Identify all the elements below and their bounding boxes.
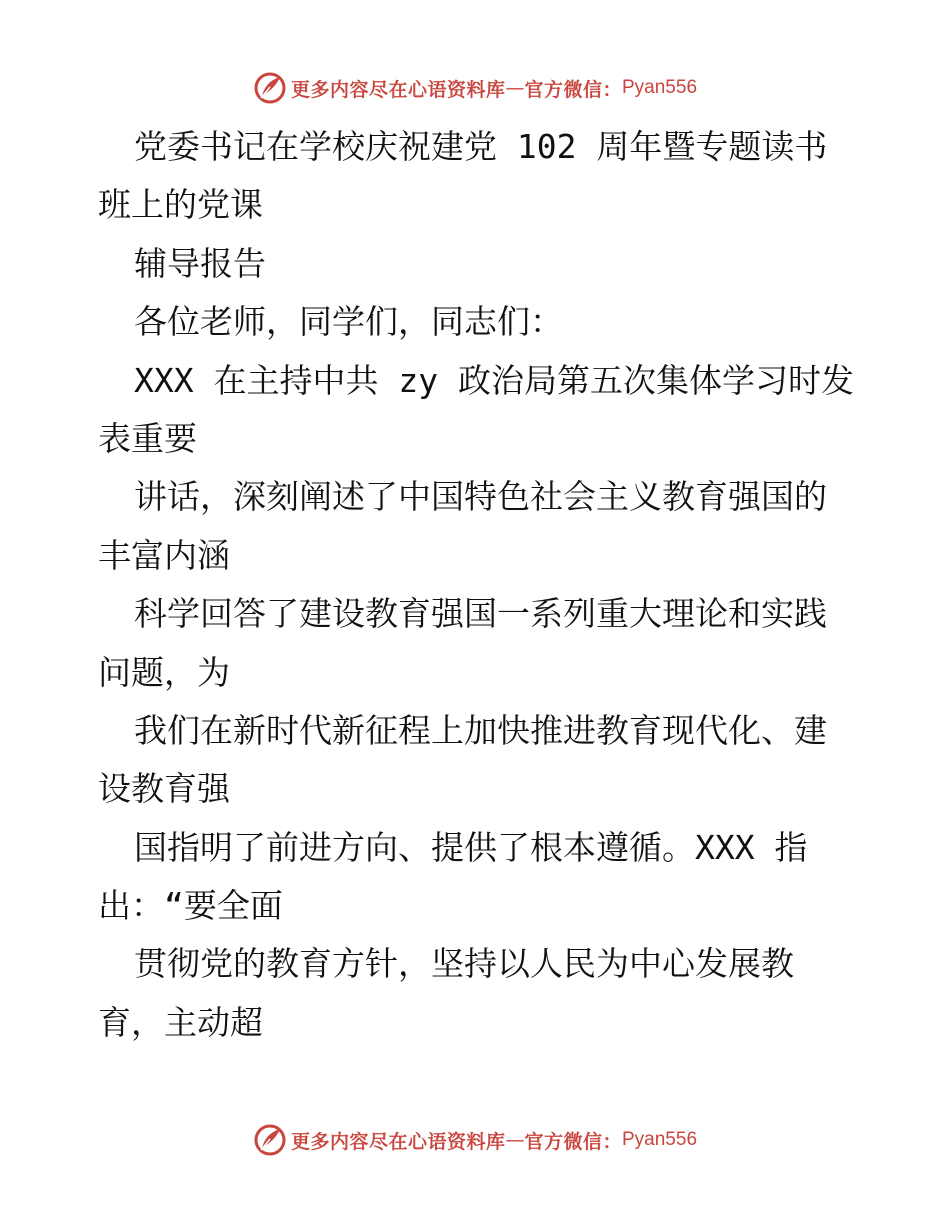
watermark-separator: — — [505, 77, 525, 99]
text-line: 设教育强 — [98, 769, 230, 809]
text-line: 贯彻党的教育方针，坚持以人民为中心发展教 — [134, 944, 794, 984]
watermark-wechat-label: 官方微信： — [524, 78, 622, 101]
text-line: 问题，为 — [98, 652, 230, 692]
text-line: 科学回答了建设教育强国一系列重大理论和实践 — [134, 594, 827, 634]
text-line: 表重要 — [98, 418, 197, 458]
text-line: 国指明了前进方向、提供了根本遵循。XXX 指 — [134, 827, 808, 867]
document-body — [98, 118, 858, 1052]
watermark-wechat-id: Pyan556 — [622, 1129, 698, 1150]
watermark-wechat-id: Pyan556 — [622, 77, 698, 98]
footer-watermark — [0, 1120, 950, 1160]
text-line: 育，主动超 — [98, 1002, 263, 1042]
watermark-text: 更多内容尽在心语资料库 — [290, 78, 506, 101]
text-line: 我们在新时代新征程上加快推进教育现代化、建 — [134, 710, 827, 750]
header-watermark — [0, 68, 950, 108]
text-line: 辅导报告 — [134, 243, 266, 283]
text-line: 讲话，深刻阐述了中国特色社会主义教育强国的 — [134, 477, 827, 517]
text-line: 班上的党课 — [98, 185, 263, 225]
watermark-text: 更多内容尽在心语资料库 — [290, 1130, 506, 1153]
feather-logo-icon — [253, 1123, 287, 1157]
text-line: XXX 在主持中共 zy 政治局第五次集体学习时发 — [134, 360, 854, 400]
feather-logo-icon — [253, 71, 287, 105]
text-line: 各位老师，同学们，同志们： — [134, 302, 563, 342]
text-line: 丰富内涵 — [98, 535, 230, 575]
watermark-separator: — — [505, 1129, 525, 1151]
text-line: 出：“要全面 — [98, 886, 283, 926]
text-line: 党委书记在学校庆祝建党 102 周年暨专题读书 — [134, 127, 828, 166]
watermark-wechat-label: 官方微信： — [524, 1130, 622, 1153]
